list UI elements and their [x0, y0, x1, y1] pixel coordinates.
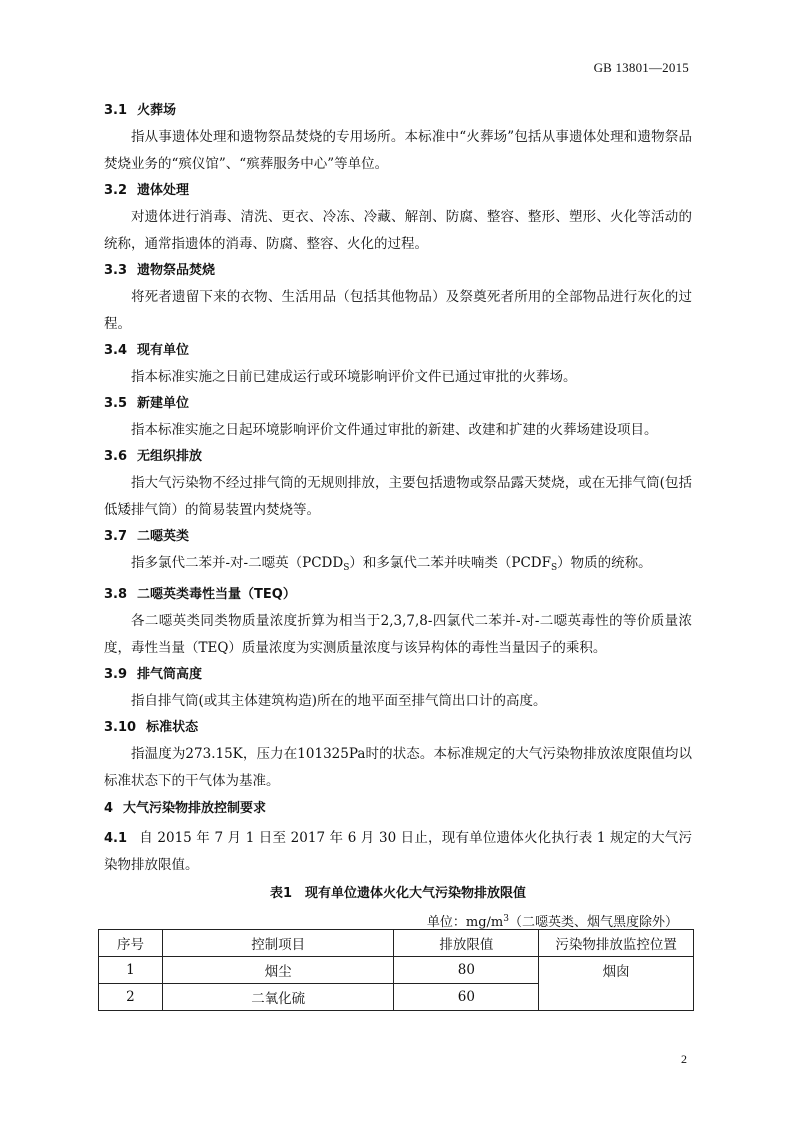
section-heading-3-9 — [104, 662, 692, 688]
clause-4-1 — [104, 825, 692, 879]
section-text-3-8: 各二噁英类同类物质量浓度折算为相当于2,3,7,8-四氯代二苯并-对-二噁英毒性的等价质量浓度，毒性当量（TEQ）质量浓度为实测质量浓度与该异构体的毒性当量因子的乘积。 — [104, 613, 692, 656]
emission-limits-table — [98, 929, 694, 1011]
control-item-cell: 二氧化硫 — [162, 984, 394, 1011]
unit-suffix: （二噁英类、烟气黑度除外） — [508, 915, 678, 930]
monitor-location-cell: 烟囱 — [539, 957, 694, 1011]
unit-superscript: 3 — [503, 914, 509, 924]
section-title: 火葬场 — [137, 103, 177, 118]
section-number: 3.9 — [104, 667, 128, 682]
standard-number: GB 13801—2015 — [593, 60, 689, 75]
chapter-title: 大气污染物排放控制要求 — [123, 801, 267, 816]
section-number: 3.4 — [104, 343, 128, 358]
section-number: 3.1 — [104, 103, 128, 118]
header-cell: 控制项目 — [162, 930, 394, 957]
subscript: S — [550, 563, 558, 573]
section-heading-3-10 — [104, 715, 692, 741]
section-number: 3.3 — [104, 263, 128, 278]
section-title: 现有单位 — [137, 343, 190, 358]
section-number: 3.7 — [104, 529, 128, 544]
header-cell: 排放限值 — [394, 930, 539, 957]
section-heading-3-5 — [104, 391, 692, 417]
section-text-3-9: 指自排气筒(或其主体建筑构造)所在的地平面至排气筒出口计的高度。 — [131, 693, 547, 709]
limit-value-cell: 80 — [394, 957, 539, 984]
section-heading-3-4 — [104, 338, 692, 364]
section-number: 3.5 — [104, 396, 128, 411]
chapter-number: 4 — [104, 801, 114, 816]
section-text-3-10: 指温度为273.15K，压力在101325Pa时的状态。本标准规定的大气污染物排放浓度限值均以标准状态下的干气体为基准。 — [104, 746, 692, 789]
section-heading-3-7 — [104, 524, 692, 550]
section-number: 3.2 — [104, 183, 128, 198]
row-number-cell: 1 — [99, 957, 163, 984]
section-text-3-1: 指从事遗体处理和遗物祭品焚烧的专用场所。本标准中“火葬场”包括从事遗体处理和遗物祭品焚烧业务的“殡仪馆”、“殡葬服务中心”等单位。 — [104, 129, 692, 172]
header-cell: 污染物排放监控位置 — [539, 930, 694, 957]
section-title: 遗物祭品焚烧 — [137, 263, 216, 278]
section-title: 新建单位 — [137, 396, 190, 411]
table-header-row — [99, 930, 694, 957]
section-number: 3.8 — [104, 587, 128, 602]
section-text-3-7 — [104, 550, 692, 582]
section-heading-3-1 — [104, 98, 692, 124]
clause-text: 自 2015 年 7 月 1 日至 2017 年 6 月 30 日止，现有单位遗体火化执行表 1 规定的大气污染物排放限值。 — [104, 830, 692, 873]
section-heading-3-8 — [104, 582, 692, 608]
section-title: 二噁英类 — [137, 529, 190, 544]
section-heading-3-6 — [104, 444, 692, 470]
subscript: S — [343, 563, 350, 573]
section-text-3-4: 指本标准实施之日前已建成运行或环境影响评价文件已通过审批的火葬场。 — [131, 369, 577, 385]
clause-number: 4.1 — [104, 831, 128, 846]
main-content — [104, 98, 692, 931]
unit-prefix: 单位：mg/m — [426, 915, 504, 930]
table-unit-note — [104, 907, 692, 931]
table-title: 表1 现有单位遗体火化大气污染物排放限值 — [269, 886, 527, 901]
section-text-3-6: 指大气污染物不经过排气筒的无规则排放，主要包括遗物或祭品露天焚烧，或在无排气筒(包括低矮排气筒）的简易装置内焚烧等。 — [104, 475, 692, 518]
text-part: 指多氯代二苯并-对-二噁英（PCDD — [131, 555, 344, 571]
section-text-3-5: 指本标准实施之日起环境影响评价文件通过审批的新建、改建和扩建的火葬场建设项目。 — [131, 422, 658, 438]
section-heading-3-2 — [104, 178, 692, 204]
section-title: 排气筒高度 — [137, 667, 203, 682]
section-text-3-3: 将死者遗留下来的衣物、生活用品（包括其他物品）及祭奠死者所用的全部物品进行灰化的过程。 — [104, 289, 692, 332]
section-title: 标准状态 — [146, 720, 199, 735]
table-row — [99, 957, 694, 984]
header-cell: 序号 — [99, 930, 163, 957]
section-title: 无组织排放 — [137, 449, 203, 464]
limit-value-cell: 60 — [394, 984, 539, 1011]
text-part: ）物质的统称。 — [557, 555, 652, 571]
section-number: 3.10 — [104, 720, 137, 735]
chapter-heading-4 — [104, 795, 692, 823]
text-part: ）和多氯代二苯并呋喃类（PCDF — [349, 555, 551, 571]
section-heading-3-3 — [104, 258, 692, 284]
section-text-3-2: 对遗体进行消毒、清洗、更衣、冷冻、冷藏、解剖、防腐、整容、整形、塑形、火化等活动的统称，通常指遗体的消毒、防腐、整容、火化的过程。 — [104, 209, 692, 252]
section-title: 遗体处理 — [137, 183, 190, 198]
page-number: 2 — [681, 1052, 687, 1066]
row-number-cell: 2 — [99, 984, 163, 1011]
section-title: 二噁英类毒性当量（TEQ） — [137, 587, 296, 602]
control-item-cell: 烟尘 — [162, 957, 394, 984]
section-number: 3.6 — [104, 449, 128, 464]
